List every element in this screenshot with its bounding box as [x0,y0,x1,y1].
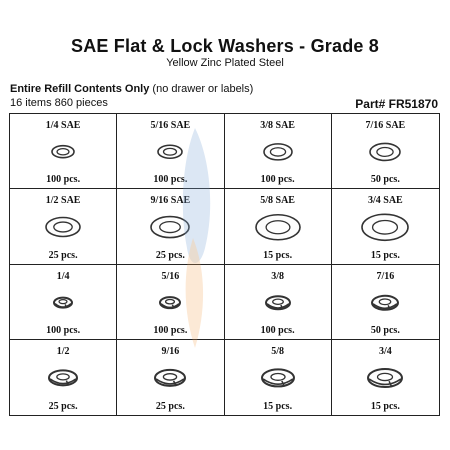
grid-cell [117,189,224,264]
grid-cell [332,114,439,189]
cell-size-label: 9/16 SAE [150,195,191,207]
cell-quantity-label: 15 pcs. [370,249,400,261]
cell-size-label: 5/16 SAE [150,120,191,131]
grid-cell [10,114,117,189]
cell-size-label: 9/16 [161,345,180,357]
cell-size-label: 3/4 SAE [368,195,403,207]
flat-washer-icon [44,215,82,240]
cell-size-label: 7/16 [376,270,395,282]
flat-washer-icon [50,143,76,161]
grid-cell [117,265,224,340]
grid-cell [117,114,224,189]
grid-cell [332,189,439,264]
grid-cell [225,114,332,189]
flat-washer-icon [254,212,302,243]
flat-washer-icon [368,141,402,164]
cell-quantity-label: 100 pcs. [153,174,188,186]
cell-size-label: 1/4 [56,270,70,282]
contents-bold-text: Entire Refill Contents Only [10,83,150,95]
grid-cell [225,189,332,264]
cell-quantity-label: 25 pcs. [48,249,78,261]
cell-quantity-label: 25 pcs. [155,401,185,412]
cell-quantity-label: 25 pcs. [48,401,78,412]
grid-cell [10,189,117,264]
cell-quantity-label: 50 pcs. [370,174,400,186]
flat-washer-icon [262,141,294,163]
flat-washer-icon [156,142,184,161]
cell-size-label: 1/2 SAE [45,195,81,207]
cell-quantity-label: 100 pcs. [46,174,81,186]
cell-quantity-label: 100 pcs. [260,324,295,336]
cell-quantity-label: 100 pcs. [153,324,188,336]
lock-washer-icon [153,367,187,389]
cell-size-label: 1/2 [56,345,70,357]
cell-quantity-label: 100 pcs. [46,324,81,336]
part-number: Part# FR51870 [355,97,438,111]
cell-quantity-label: 25 pcs. [155,249,185,261]
cell-size-label: 3/4 [378,345,392,357]
contents-grid [9,113,440,416]
contents-description [10,83,253,95]
grid-cell [117,340,224,415]
lock-washer-icon [260,367,296,390]
lock-washer-icon [158,294,182,311]
lock-washer-icon [52,294,74,310]
flat-washer-icon [149,214,191,241]
grid-cell [225,340,332,415]
lock-washer-icon [370,292,400,312]
page-title: SAE Flat & Lock Washers - Grade 8 [70,36,380,56]
grid-cell [332,265,439,340]
cell-size-label: 3/8 [271,270,285,282]
lock-washer-icon [366,366,404,390]
cell-quantity-label: 50 pcs. [370,324,400,336]
grid-cell [225,265,332,340]
cell-size-label: 7/16 SAE [365,120,406,131]
grid-cell [332,340,439,415]
cell-quantity-label: 100 pcs. [260,174,295,186]
lock-washer-icon [264,293,292,312]
cell-size-label: 5/16 [161,270,180,282]
cell-size-label: 1/4 SAE [45,120,81,131]
contents-note-text: (no drawer or labels) [149,83,254,95]
flat-washer-icon [360,212,410,244]
cell-quantity-label: 15 pcs. [370,401,400,412]
cell-size-label: 5/8 [271,345,285,357]
cell-size-label: 5/8 SAE [260,195,295,207]
items-count: 16 items 860 pieces [10,97,108,109]
cell-size-label: 3/8 SAE [260,120,295,131]
lock-washer-icon [47,368,79,389]
grid-cell [10,265,117,340]
page-subtitle: Yellow Zinc Plated Steel [166,57,284,69]
grid-cell [10,340,117,415]
cell-quantity-label: 15 pcs. [263,249,293,261]
cell-quantity-label: 15 pcs. [263,401,293,412]
